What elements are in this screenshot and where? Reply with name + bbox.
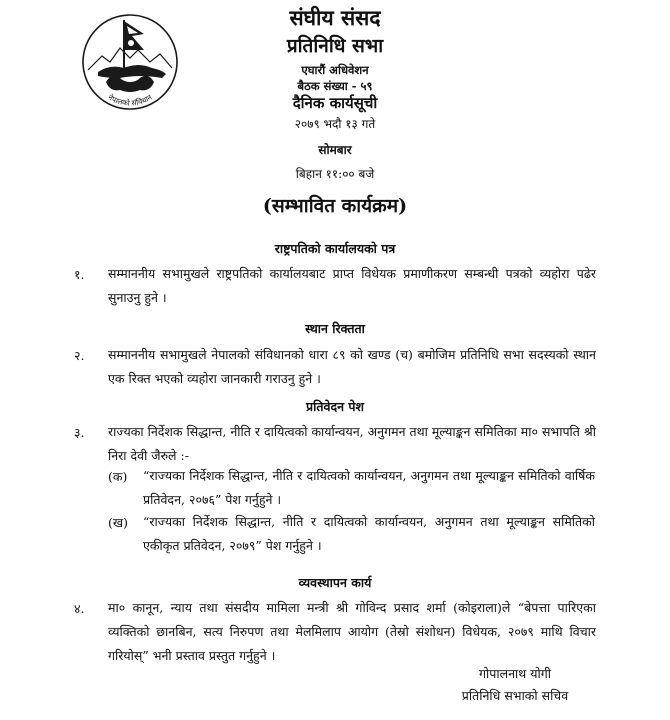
section-heading-president-office-letter: राष्ट्रपतिको कार्यालयको पत्र xyxy=(274,241,396,256)
header-program: (सम्भावित कार्यक्रम) xyxy=(262,195,408,217)
signatory-name: गोपालनाथ योगी xyxy=(479,666,551,681)
header-day: सोमबार xyxy=(318,143,352,157)
item-number: ३. xyxy=(74,425,85,440)
subitem-label: (ख) xyxy=(108,515,128,530)
header-daily-agenda: दैनिक कार्यसूची xyxy=(292,94,378,112)
signatory-title: प्रतिनिधि सभाको सचिव xyxy=(461,688,569,703)
svg-text:नेपालको संविधान: नेपालको संविधान xyxy=(106,92,154,108)
header-parliament: संघीय संसद xyxy=(289,5,381,30)
header-meeting-number: बैठक संख्या - ५९ xyxy=(297,79,373,93)
item-number: ४. xyxy=(74,601,85,616)
item-text: सम्माननीय सभामुखले राष्ट्रपतिको कार्यालयबाट प्राप्त विधेयक प्रमाणीकरण सम्बन्धी पत्रको व्यहोरा पढेर सुनाउनु हुने । xyxy=(108,266,596,305)
header-time: बिहान ११:०० बजे xyxy=(295,167,375,181)
item-text: राज्यका निर्देशक सिद्धान्त, नीति र दायित्वको कार्यान्वयन, अनुगमन तथा मूल्याङ्कन समितिका मा० सभापति श्री निरा देवी जैरुले :- xyxy=(108,424,596,463)
header-house: प्रतिनिधि सभा xyxy=(286,35,384,57)
header-session: एघारौं अधिवेशन xyxy=(301,63,369,77)
item-text: मा० कानून, न्याय तथा संसदीय मामिला मन्त्री श्री गोविन्द प्रसाद शर्मा (कोइराला)ले “बेपत्ता पारिएका व्यक्तिको छानबिन, सत्य निरुपण तथा मेलमिलाप आयोग (तेस्रो संशोधन) विधेयक, २०७९ माथि विचार गरियोस्” भनी प्रस्ताव प्रस्तुत गर्नुहुने । xyxy=(108,600,596,663)
item-number: १. xyxy=(74,267,85,282)
header-date: २०७९ भदौ १३ गते xyxy=(294,117,376,131)
subitem-text: “राज्यका निर्देशक सिद्धान्त, नीति र दायित्वको कार्यान्वयन, अनुगमन तथा मूल्याङ्कन समितिको वार्षिक प्रतिवेदन, २०७६” पेश गर्नुहुने । xyxy=(143,468,595,507)
item-number: २. xyxy=(74,348,85,363)
subitem-label: (क) xyxy=(108,469,128,484)
section-heading-vacancy: स्थान रिक्तता xyxy=(305,321,365,336)
section-heading-legislation: व्यवस्थापन कार्य xyxy=(298,575,372,590)
item-text: सम्माननीय सभामुखले नेपालको संविधानको धारा ८९ को खण्ड (च) बमोजिम प्रतिनिधि सभा सदस्यको स्थान एक रिक्त भएको व्यहोरा जानकारी गराउनु हुने । xyxy=(108,347,596,386)
emblem-motto xyxy=(80,12,180,112)
subitem-text: “राज्यका निर्देशक सिद्धान्त, नीति र दायित्वको कार्यान्वयन, अनुगमन तथा मूल्याङ्कन समितिको एकीकृत प्रतिवेदन, २०७९” पेश गर्नुहुने । xyxy=(143,514,595,553)
section-heading-report-submission: प्रतिवेदन पेश xyxy=(306,399,364,414)
